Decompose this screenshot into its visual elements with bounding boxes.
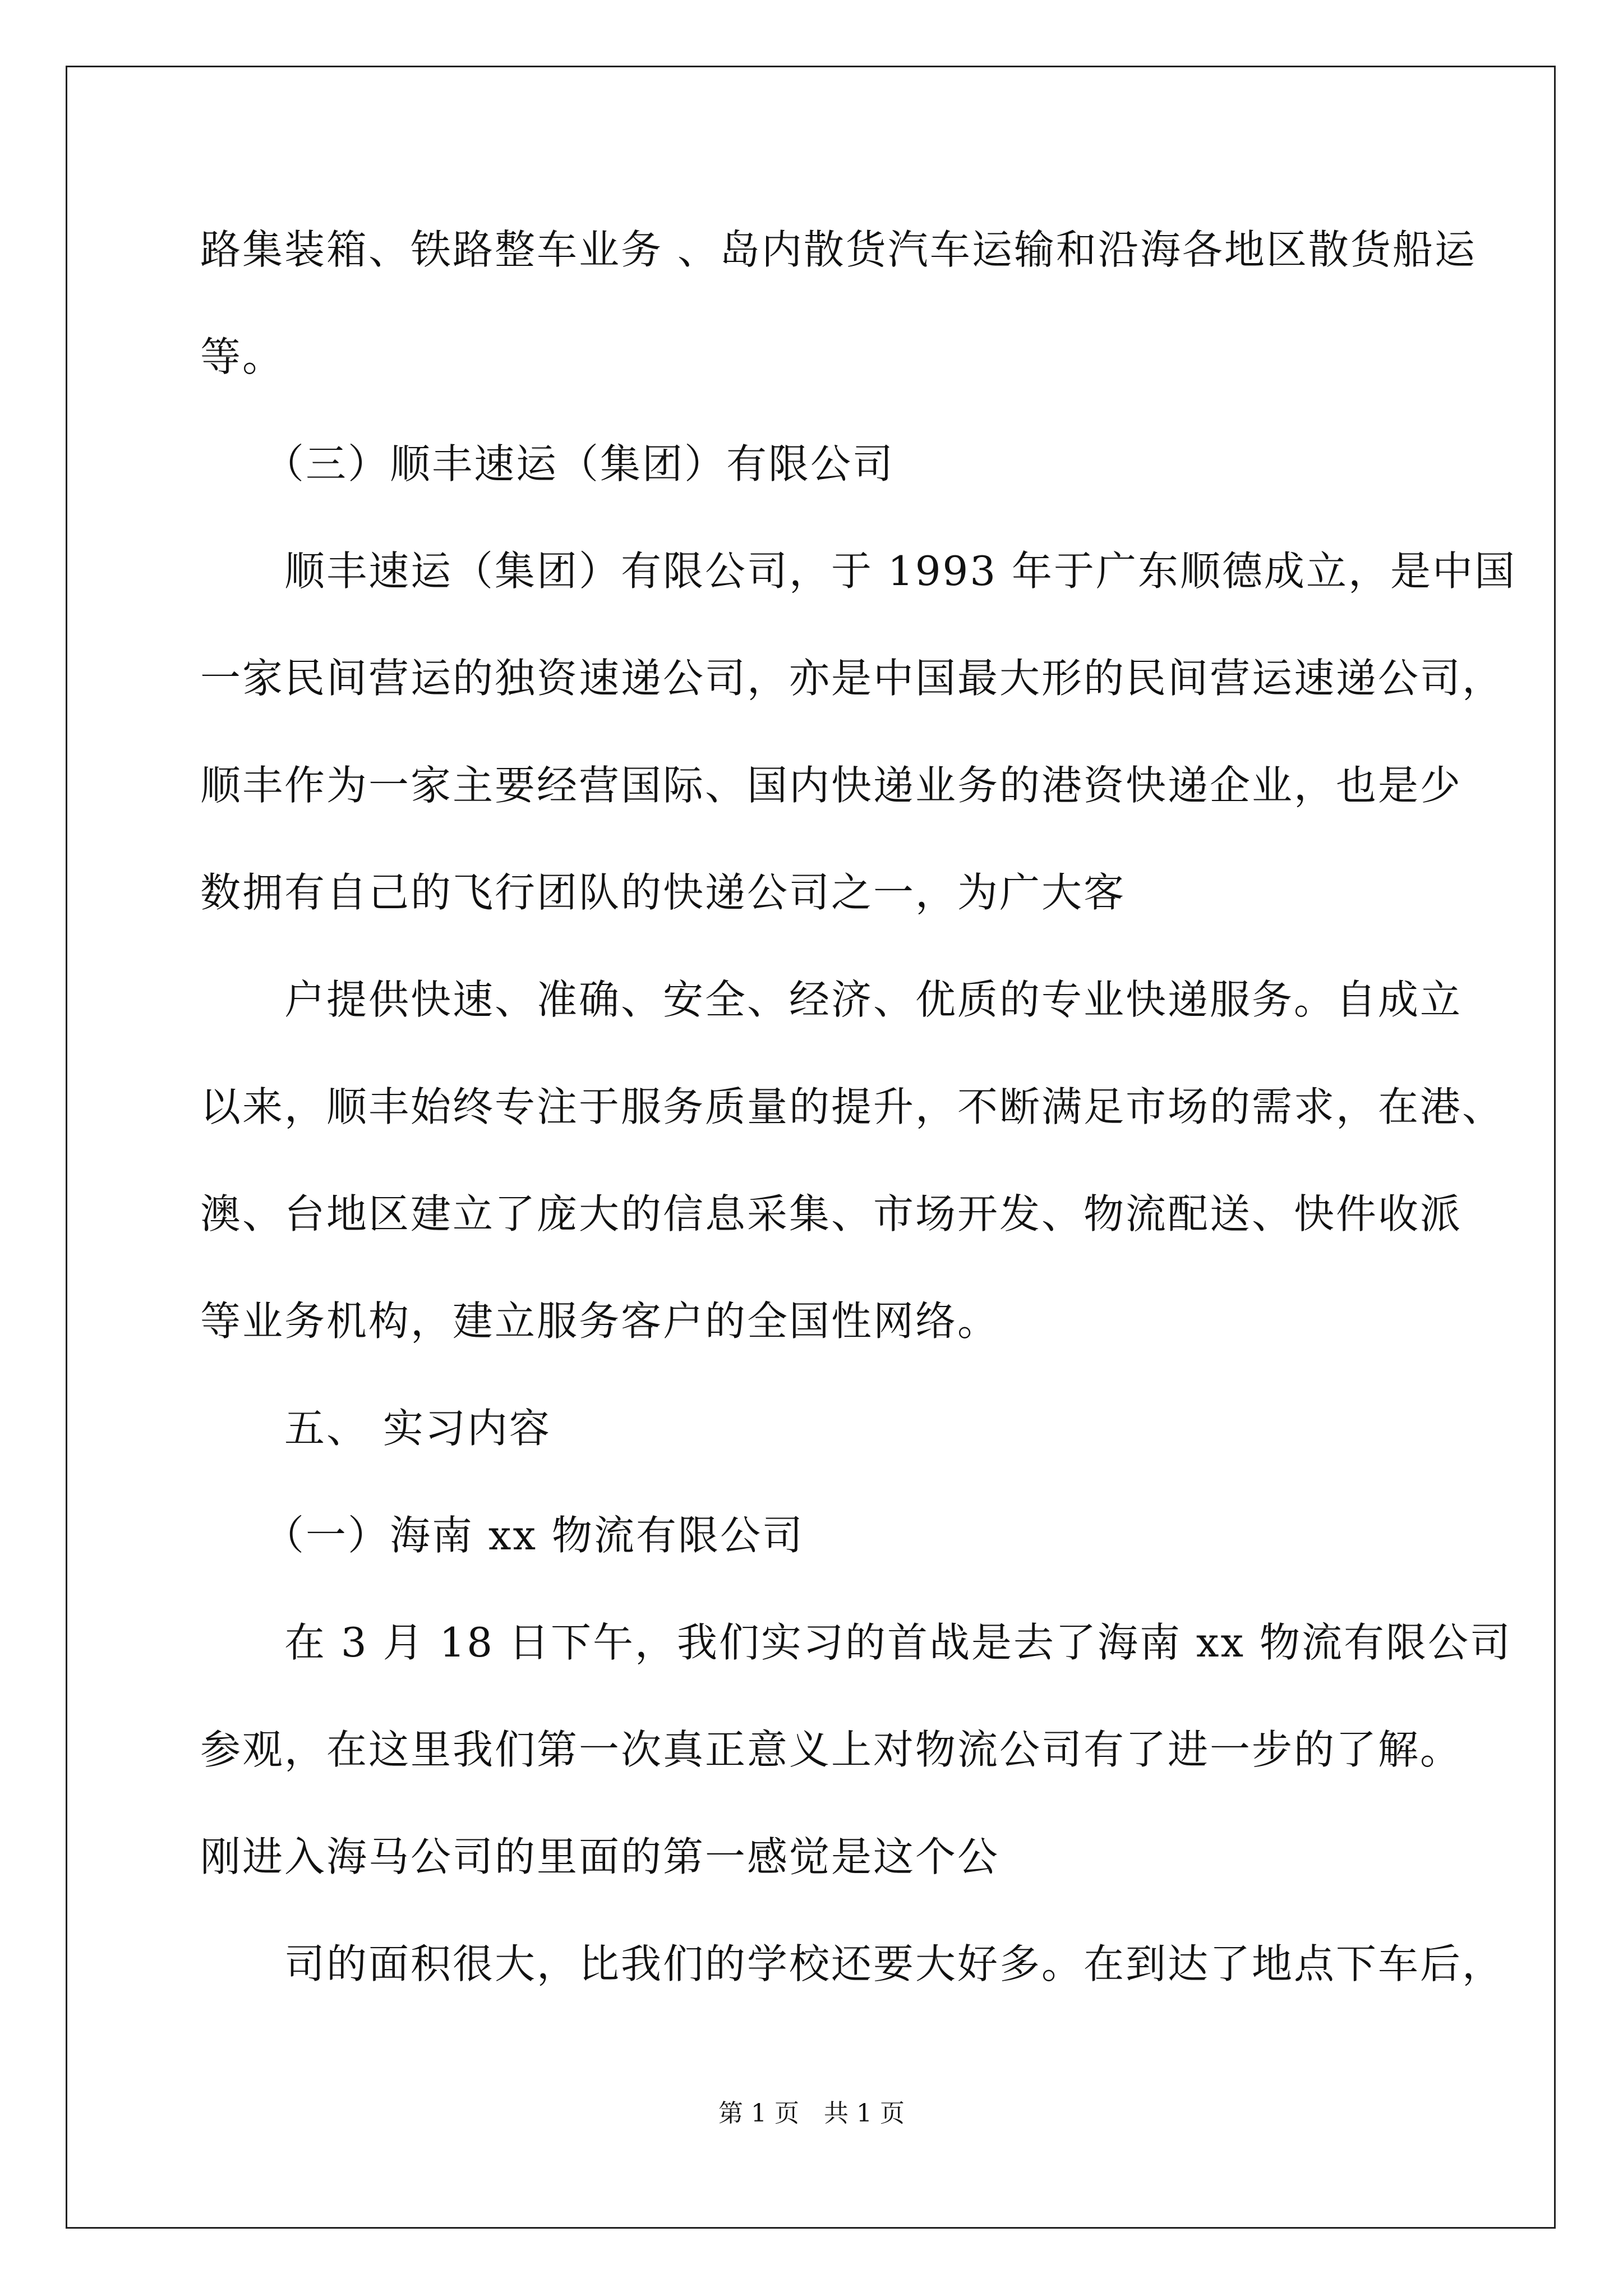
text-line-15: 参观，在这里我们第一次真正意义上对物流公司有了进一步的了解。	[200, 1726, 1463, 1773]
text-line-7: 数拥有自己的飞行团队的快递公司之一，为广大客	[200, 869, 1126, 916]
text-line-10: 澳、台地区建立了庞大的信息采集、市场开发、物流配送、快件收派	[200, 1190, 1463, 1237]
text-line-14: 在 3 月 18 日下午，我们实习的首战是去了海南 xx 物流有限公司	[284, 1619, 1512, 1666]
text-line-11: 等业务机构，建立服务客户的全国性网络。	[200, 1297, 1000, 1345]
text-line-4: 顺丰速运（集团）有限公司，于 1993 年于广东顺德成立，是中国	[284, 547, 1517, 595]
page-footer: 第 1 页 共 1 页	[718, 2099, 905, 2128]
text-line-8: 户提供快速、准确、安全、经济、优质的专业快递服务。自成立	[284, 976, 1463, 1023]
text-line-2: 等。	[200, 333, 285, 380]
text-line-5: 一家民间营运的独资速递公司，亦是中国最大形的民间营运速递公司，	[200, 655, 1505, 702]
text-line-1: 路集装箱、铁路整车业务 、岛内散货汽车运输和沿海各地区散货船运	[200, 226, 1477, 273]
page-border	[66, 66, 1556, 2229]
text-line-16: 刚进入海马公司的里面的第一感觉是这个公	[200, 1833, 1000, 1880]
section-heading-3: （三）顺丰速运（集团）有限公司	[264, 440, 895, 487]
text-line-9: 以来，顺丰始终专注于服务质量的提升，不断满足市场的需求，在港、	[200, 1083, 1505, 1130]
section-heading-12: 五、 实习内容	[284, 1405, 551, 1452]
text-line-17: 司的面积很大，比我们的学校还要大好多。在到达了地点下车后，	[284, 1940, 1505, 1987]
section-heading-13: （一）海南 xx 物流有限公司	[264, 1512, 804, 1559]
text-line-6: 顺丰作为一家主要经营国际、国内快递业务的港资快递企业，也是少	[200, 762, 1463, 809]
